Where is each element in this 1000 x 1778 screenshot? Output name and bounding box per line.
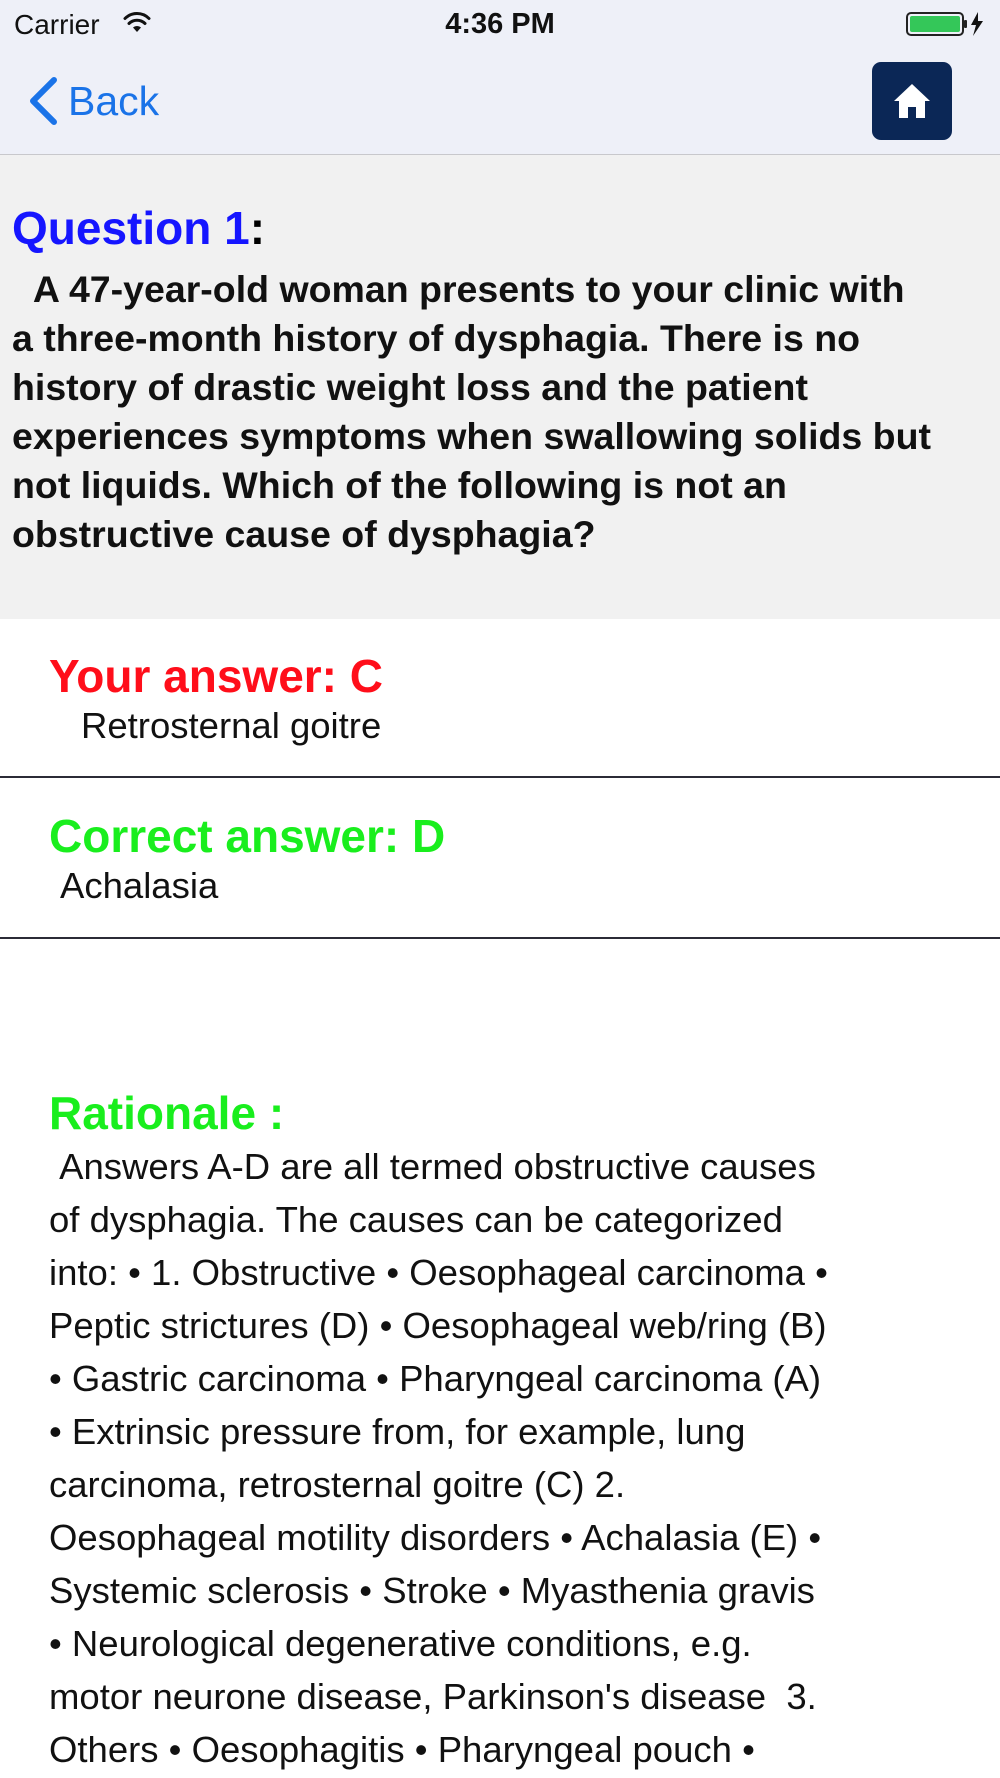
divider [0, 937, 1000, 939]
rationale-line: Others • Oesophagitis • Pharyngeal pouch • [49, 1729, 755, 1770]
question-line: experiences symptoms when swallowing solids but [12, 415, 931, 457]
home-icon [892, 81, 932, 121]
back-button[interactable] [26, 74, 159, 128]
question-line: obstructive cause of dysphagia? [12, 513, 596, 555]
carrier-label: Carrier [14, 9, 100, 40]
question-line: a three-month history of dysphagia. There is no [12, 317, 861, 359]
rationale-line: carcinoma, retrosternal goitre (C) 2. [49, 1464, 626, 1505]
rationale-line: Oesophageal motility disorders • Achalasia (E) • [49, 1517, 822, 1558]
your-answer-title: Your answer: C [49, 650, 383, 702]
battery-icon [906, 11, 986, 37]
status-time: 4:36 PM [445, 8, 555, 40]
your-answer-row [0, 619, 1000, 777]
question-section [0, 155, 1000, 619]
rationale-line: • Neurological degenerative conditions, e.g. [49, 1623, 752, 1664]
status-bar [0, 0, 1000, 50]
rationale-heading: Rationale : [49, 1087, 285, 1139]
question-line: history of drastic weight loss and the patient [12, 366, 808, 408]
your-answer-detail: Retrosternal goitre [81, 705, 382, 746]
question-line: A 47-year-old woman presents to your clinic with [12, 268, 905, 310]
question-text [12, 265, 1000, 559]
nav-bar [0, 50, 1000, 154]
rationale-line: into: • 1. Obstructive • Oesophageal carcinoma • [49, 1252, 828, 1293]
rationale-line: of dysphagia. The causes can be categorized [49, 1199, 783, 1240]
chevron-left-icon [26, 76, 60, 126]
correct-answer-row [0, 779, 1000, 938]
rationale-line: • Extrinsic pressure from, for example, lung [49, 1411, 746, 1452]
rationale-line: Systemic sclerosis • Stroke • Myasthenia gravis [49, 1570, 815, 1611]
question-heading [12, 201, 265, 255]
rationale-line: Peptic strictures (D) • Oesophageal web/ring (B) [49, 1305, 827, 1346]
charging-bolt-icon [971, 12, 983, 36]
correct-answer-title: Correct answer: D [49, 810, 446, 862]
rationale-line: • Gastric carcinoma • Pharyngeal carcinoma (A) [49, 1358, 822, 1399]
home-button[interactable] [872, 62, 952, 140]
rationale-text [49, 1140, 989, 1776]
rationale-line: motor neurone disease, Parkinson's disease 3. [49, 1676, 817, 1717]
rationale-line: Answers A-D are all termed obstructive causes [49, 1146, 816, 1187]
question-line: not liquids. Which of the following is not an [12, 464, 787, 506]
back-label: Back [68, 77, 160, 124]
question-number: Question 1 [12, 202, 250, 254]
divider [0, 776, 1000, 778]
question-heading-colon: : [249, 202, 266, 254]
top-area [0, 0, 1000, 155]
correct-answer-detail: Achalasia [60, 865, 219, 906]
